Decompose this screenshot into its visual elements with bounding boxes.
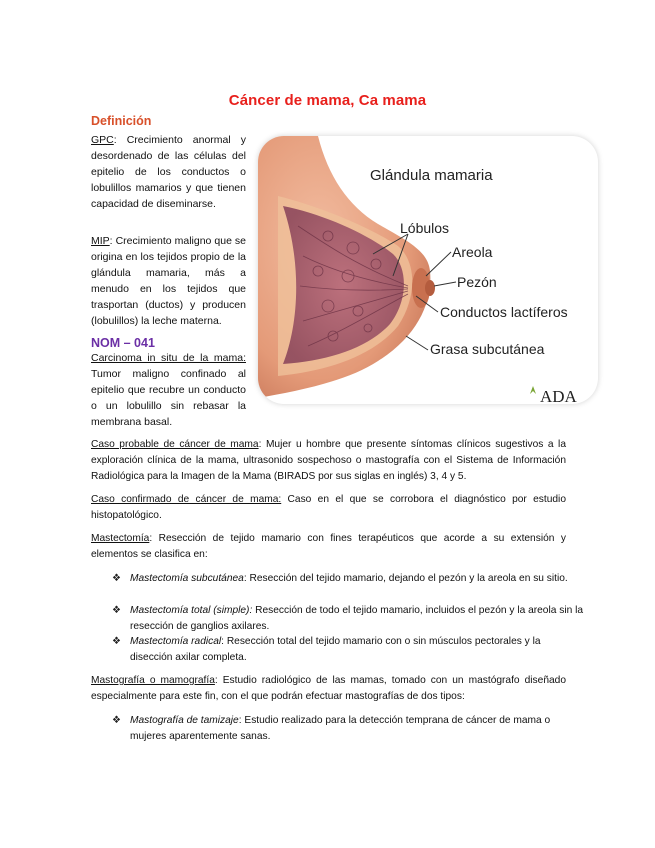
gpc-text: : Crecimiento anormal y desordenado de las células del epitelio de los conductos o lobulillos mamarios y que tienen capacidad de diseminarse. — [91, 134, 246, 210]
nipple-shape — [425, 280, 435, 296]
gpc-paragraph — [91, 133, 246, 213]
mip-paragraph — [91, 234, 246, 329]
bullet-diamond-icon: ❖ — [112, 605, 121, 616]
label-lobulos: Lóbulos — [400, 220, 450, 236]
breast-anatomy-illustration — [258, 136, 598, 404]
adam-logo-text: ADA — [540, 387, 577, 404]
caso-probable-label: Caso probable de cáncer de mama — [91, 439, 259, 450]
caso-confirmado-text: Caso en el que se corrobora el diagnóstico por estudio histopatológico. — [91, 494, 566, 522]
bullet-mastectomia-subcutanea — [112, 571, 584, 587]
bullet-mastectomia-total — [112, 603, 584, 635]
mastectomia-paragraph — [91, 531, 566, 563]
bullet-mastectomia-radical — [112, 634, 584, 666]
definicion-heading: Definición — [91, 114, 152, 128]
bullet-text: Resección de todo el tejido mamario, incluidos el pezón y la areola sin la resección de ganglios axilares. — [130, 605, 584, 633]
bullet-term: Mastectomía subcutánea — [130, 573, 244, 584]
mastectomia-text: : Resección de tejido mamario con fines terapéuticos que acorde a su extensión y elementos se clasifica en: — [91, 533, 566, 561]
mip-text: : Crecimiento maligno que se origina en los tejidos propio de la glándula mamaria, más a menudo en los tejidos que trasportan (ductos) y producen (lobulillos) la leche materna. — [91, 235, 246, 327]
label-grasa: Grasa subcutánea — [430, 341, 545, 357]
mastografia-text: : Estudio radiológico de las mamas, tomado con un mastógrafo diseñado especialmente para este fin, con el que podrán efectuar mastografías de dos tipos: — [91, 675, 566, 703]
label-pezon: Pezón — [457, 274, 497, 290]
caso-probable-text: : Mujer u hombre que presente síntomas clínicos sugestivos a la exploración clínica de la mama, ultrasonido sospechoso o mastografía con el Sistema de Información Radiológica para la Imagen de la Mama (BIRADS por sus siglas en inglés) 3, 4 y 5. — [91, 439, 566, 483]
caso-confirmado-label: Caso confirmado de cáncer de mama: — [91, 494, 282, 505]
bullet-text: : Estudio realizado para la detección temprana de cáncer de mama o mujeres aparentemente sanas. — [130, 715, 551, 743]
caso-confirmado-paragraph — [91, 492, 566, 524]
mastografia-paragraph — [91, 673, 566, 705]
mastectomia-label: Mastectomía — [91, 533, 150, 544]
carcinoma-text: Tumor maligno confinado al epitelio que recubre un conducto o un lobulillo sin rebasar la membrana basal. — [91, 367, 246, 428]
mip-label: MIP — [91, 235, 110, 247]
carcinoma-label: Carcinoma in situ de la mama: — [91, 352, 246, 364]
page-title: Cáncer de mama, Ca mama — [228, 92, 427, 109]
label-glandula: Glándula mamaria — [370, 167, 493, 184]
adam-logo — [530, 386, 578, 404]
bullet-text: : Resección del tejido mamario, dejando el pezón y la areola en su sitio. — [243, 573, 568, 584]
bullet-term: Mastografía de tamizaje — [130, 715, 239, 726]
carcinoma-paragraph — [91, 351, 246, 431]
label-areola: Areola — [452, 244, 493, 260]
bullet-term: Mastectomía total (simple): — [130, 605, 253, 616]
caso-probable-paragraph — [91, 437, 566, 486]
breast-anatomy-figure — [258, 136, 598, 404]
bullet-diamond-icon: ❖ — [112, 573, 121, 584]
mastografia-label: Mastografía o mamografía — [91, 675, 215, 686]
label-conductos: Conductos lactíferos — [440, 304, 568, 320]
bullet-term: Mastectomía radical — [130, 636, 222, 647]
bullet-diamond-icon: ❖ — [112, 715, 121, 726]
nom-heading: NOM – 041 — [91, 336, 155, 350]
bullet-mastografia-tamizaje — [112, 713, 584, 745]
bullet-diamond-icon: ❖ — [112, 636, 121, 647]
gpc-label: GPC — [91, 134, 114, 146]
bullet-text: : Resección total del tejido mamario con o sin músculos pectorales y la disección axilar completa. — [130, 636, 541, 664]
